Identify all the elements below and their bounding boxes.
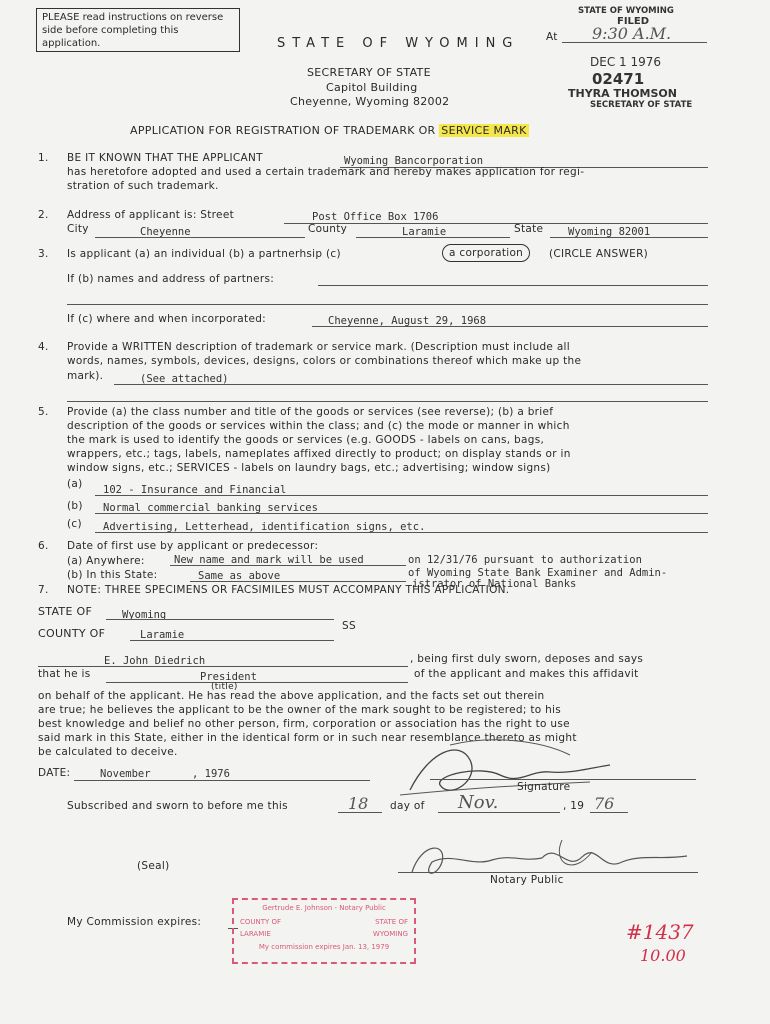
item-1-text-a: BE IT KNOWN THAT THE APPLICANT [67,152,263,164]
date-label: DATE: [38,767,71,779]
incorporation-value: Cheyenne, August 29, 1968 [328,315,487,327]
of-applicant-text: of the applicant and makes this affidavit [414,668,639,680]
first-use-anywhere-value: New name and mark will be used [174,554,364,566]
item-1-text-c: stration of such trademark. [67,180,219,192]
item-2-label-street: Address of applicant is: Street [67,209,234,221]
mark-description-value: (See attached) [140,373,229,385]
title-caption: (title) [211,682,238,692]
fee-annotation: 10.00 [640,946,686,965]
circle-answer-note: (CIRCLE ANSWER) [549,248,649,260]
year-prefix: , 19 [563,800,585,812]
item-number-3: 3. [38,248,49,260]
item-5-label-b: (b) [67,500,83,512]
affidavit-para-5: be calculated to deceive. [38,746,178,758]
class-value: 102 - Insurance and Financial [103,484,287,496]
affidavit-county-label: COUNTY OF [38,627,106,640]
first-use-state-value-2: of Wyoming State Bank Examiner and Admin- [408,567,668,579]
seal-line-4: My commission expires Jan. 13, 1979 [258,943,390,951]
seal-county-value: LARAMIE [240,930,271,938]
signature-label: Signature [517,781,571,793]
county-value: Laramie [402,226,447,238]
state-value: Wyoming 82001 [568,226,651,238]
seal-label: (Seal) [137,860,170,872]
instructions-notice: PLEASE read instructions on reverse side before completing this application. [36,8,240,52]
office-city: Cheyenne, Wyoming 82002 [290,95,450,108]
form-title-main: APPLICATION FOR REGISTRATION OF TRADEMARK OR [130,124,436,137]
notary-seal-stamp [232,898,416,964]
item-5-label-a: (a) [67,478,83,490]
affidavit-county-value: Laramie [140,629,185,641]
item-4-text-a: Provide a WRITTEN description of trademark or service mark. (Description must include all [67,341,570,353]
affiant-signature [390,730,620,810]
date-month: November [100,768,151,780]
item-number-2: 2. [38,209,49,221]
item-5-text-b: description of the goods or services within the class; and (c) the mode or manner in which [67,420,570,432]
item-6-state-label: (b) In this State: [67,569,158,581]
circled-corporation: a corporation [442,244,530,262]
item-number-6: 6. [38,540,49,552]
first-use-state-value-3: istrator of National Banks [412,578,577,590]
first-use-anywhere-value-2: on 12/31/76 pursuant to authorization [408,554,642,566]
filed-time: 9:30 A.M. [592,24,672,43]
affidavit-state-label: STATE OF [38,605,93,618]
form-title-highlight: SERVICE MARK [441,124,527,137]
office-name: SECRETARY OF STATE [307,66,431,79]
item-6-text-a: Date of first use by applicant or predecessor: [67,540,319,552]
item-2-label-city: City [67,223,89,235]
seal-line-1: Gertrude E. Johnson - Notary Public [262,904,386,912]
affidavit-para-3: best knowledge and belief no other person, firm, corporation or association has the right to use [38,718,570,730]
item-number-5: 5. [38,406,49,418]
affidavit-para-1: on behalf of the applicant. He has read the above application, and the facts set out therein [38,690,545,702]
city-value: Cheyenne [140,226,191,238]
item-3-options: Is applicant (a) an individual (b) a partnerhsip (c) [67,248,341,260]
affidavit-para-2: are true; he believes the applicant to be the owner of the mark sought to be registered; to his [38,704,562,716]
item-5-label-c: (c) [67,518,82,530]
date-year: , 1976 [192,768,230,780]
file-number-annotation: #1437 [626,920,694,944]
filed-number: 02471 [592,70,645,88]
seal-state-value: WYOMING [372,930,408,938]
affiant-position: President [200,671,257,683]
affidavit-para-4: said mark in this State, either in the identical form or in such near resemblance thereto as might [38,732,577,744]
first-use-state-value: Same as above [198,570,281,582]
filed-official-name: THYRA THOMSON [568,87,677,100]
form-title [130,124,529,137]
item-number-4: 4. [38,341,49,353]
applicant-name-value: Wyoming Bancorporation [344,155,484,167]
building-name: Capitol Building [326,81,418,94]
item-5-text-e: window signs, etc.; SERVICES - labels on laundry bags, etc.; advertising; window signs) [67,462,551,474]
item-4-text-c: mark). [67,370,104,382]
that-he-is-label: that he is [38,668,91,680]
item-3-incorporation-label: If (c) where and when incorporated: [67,313,267,325]
subscribed-day: 18 [348,794,369,813]
item-number-1: 1. [38,152,49,164]
item-2-label-county: County [308,223,348,235]
subscribed-month: Nov. [458,792,499,813]
affidavit-state-value: Wyoming [122,609,167,621]
subscribed-year: 76 [594,794,615,813]
subscribed-text: Subscribed and sworn to before me this [67,800,288,812]
filed-at-label: At [546,31,558,43]
seal-county-label: COUNTY OF [240,918,282,926]
street-value: Post Office Box 1706 [312,211,439,223]
item-2-label-state: State [514,223,544,235]
mode-value: Advertising, Letterhead, identification signs, etc. [103,521,426,533]
filed-date: DEC 1 1976 [590,55,662,69]
state-title: STATE OF WYOMING [277,36,520,51]
item-5-text-c: the mark is used to identify the goods or services (e.g. GOODS - labels on cans, bags, [67,434,545,446]
filed-stamp-line2: FILED [617,16,650,27]
item-5-text-a: Provide (a) the class number and title of the goods or services (see reverse); (b) a brief [67,406,554,418]
commission-expires-label: My Commission expires: [67,916,202,928]
services-value: Normal commercial banking services [103,502,318,514]
item-6-anywhere-label: (a) Anywhere: [67,555,145,567]
item-1-text-b: has heretofore adopted and used a certain trademark and hereby makes application for regi- [67,166,585,178]
notary-public-label: Notary Public [490,874,564,886]
item-3-partners-label: If (b) names and address of partners: [67,273,275,285]
day-of-text: day of [390,800,425,812]
item-5-text-d: wrappers, etc.; tags, labels, nameplates affixed directly to product; on display stands or in [67,448,571,460]
affiant-name: E. John Diedrich [104,655,206,667]
specimens-note: NOTE: THREE SPECIMENS OR FACSIMILES MUST ACCOMPANY THIS APPLICATION. [67,584,510,596]
filed-stamp-line1: STATE OF WYOMING [578,6,674,16]
item-number-7: 7. [38,584,49,596]
affidavit-sworn-text: , being first duly sworn, deposes and says [410,653,644,665]
item-4-text-b: words, names, symbols, devices, designs, colors or combinations thereof which make up the [67,355,582,367]
filed-official-title: SECRETARY OF STATE [590,100,693,110]
seal-state-label: STATE OF [375,918,408,926]
ss-label: SS [342,620,356,632]
